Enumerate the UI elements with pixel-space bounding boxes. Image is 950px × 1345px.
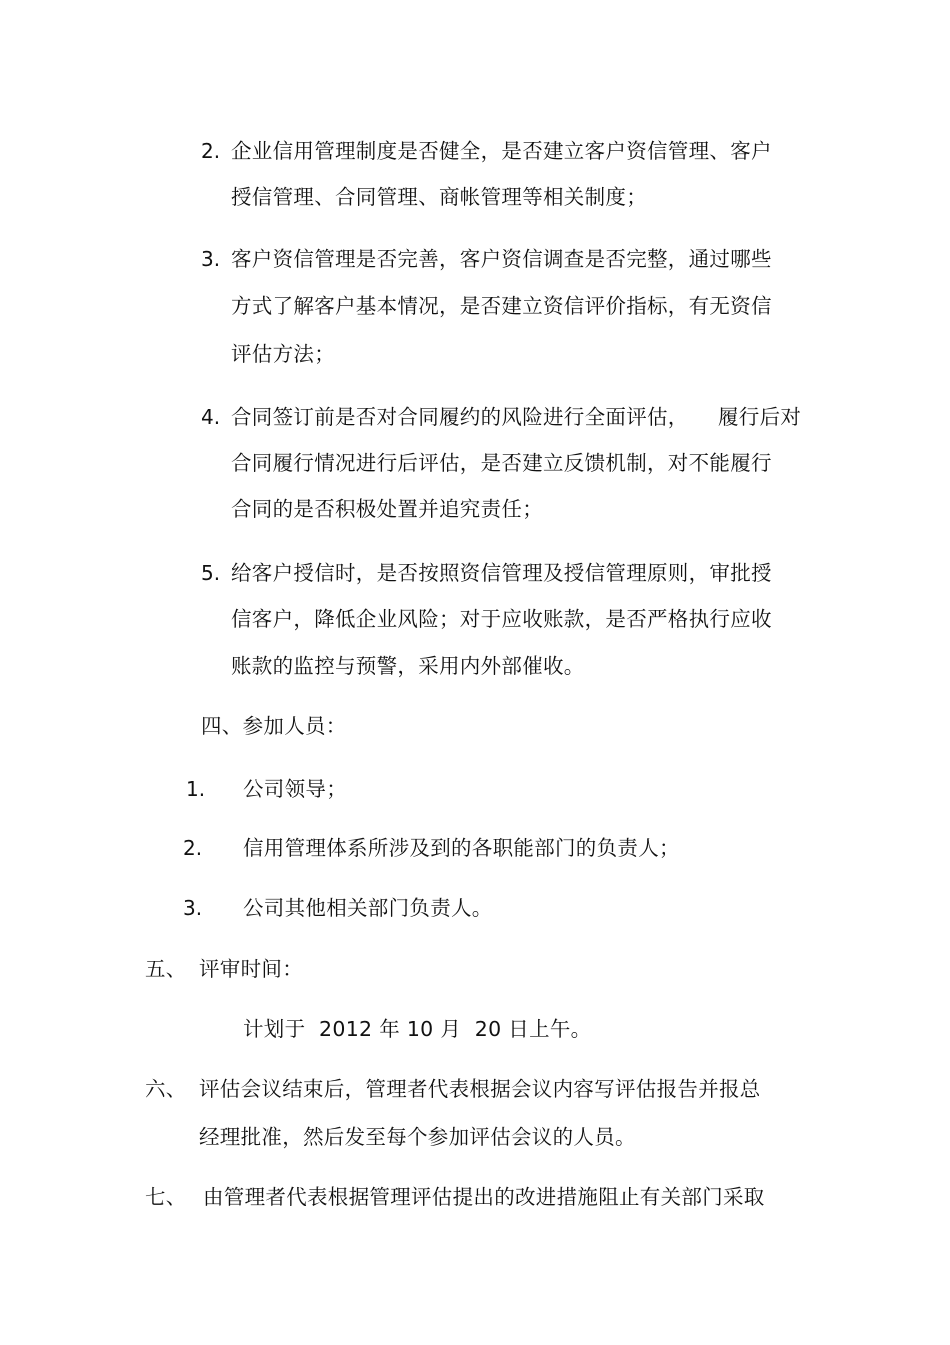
item-number: 5. [201,561,221,585]
list-item-text: 公司其他相关部门负责人。 [243,896,493,920]
section-text-line: 经理批准，然后发至每个参加评估会议的人员。 [199,1125,636,1149]
section-number: 五、 [145,957,187,981]
item-text-line: 客户资信管理是否完善，客户资信调查是否完整，通过哪些 [231,247,772,271]
list-number: 2. [183,836,203,860]
item-number: 2. [201,139,221,163]
section-number: 六、 [145,1077,187,1101]
item-text-line: 评估方法； [231,342,335,366]
item-text-line: 履行后对 [718,405,802,429]
section-heading: 四、参加人员： [201,714,347,738]
list-number: 1. [186,777,206,801]
section-text-line: 由管理者代表根据管理评估提出的改进措施阻止有关部门采取 [203,1185,765,1209]
item-text-line: 信客户，降低企业风险；对于应收账款，是否严格执行应收 [231,607,772,631]
item-number: 4. [201,405,221,429]
item-text-line: 方式了解客户基本情况，是否建立资信评价指标，有无资信 [231,294,772,318]
section-body: 计划于 2012 年 10 月 20 日上午。 [243,1017,592,1041]
list-number: 3. [183,896,203,920]
section-number: 七、 [145,1185,187,1209]
list-item-text: 信用管理体系所涉及到的各职能部门的负责人； [243,836,680,860]
item-text-line: 合同履行情况进行后评估，是否建立反馈机制，对不能履行 [231,451,772,475]
item-text-line: 授信管理、合同管理、商帐管理等相关制度； [231,185,647,209]
item-number: 3. [201,247,221,271]
list-item-text: 公司领导； [243,777,347,801]
item-text-line: 合同签订前是否对合同履约的风险进行全面评估， [231,405,689,429]
section-text-line: 评估会议结束后，管理者代表根据会议内容写评估报告并报总 [199,1077,761,1101]
section-heading: 评审时间： [199,957,303,981]
item-text-line: 账款的监控与预警，采用内外部催收。 [231,654,585,678]
item-text-line: 给客户授信时，是否按照资信管理及授信管理原则，审批授 [231,561,772,585]
item-text-line: 企业信用管理制度是否健全，是否建立客户资信管理、客户 [231,139,772,163]
item-text-line: 合同的是否积极处置并追究责任； [231,497,543,521]
